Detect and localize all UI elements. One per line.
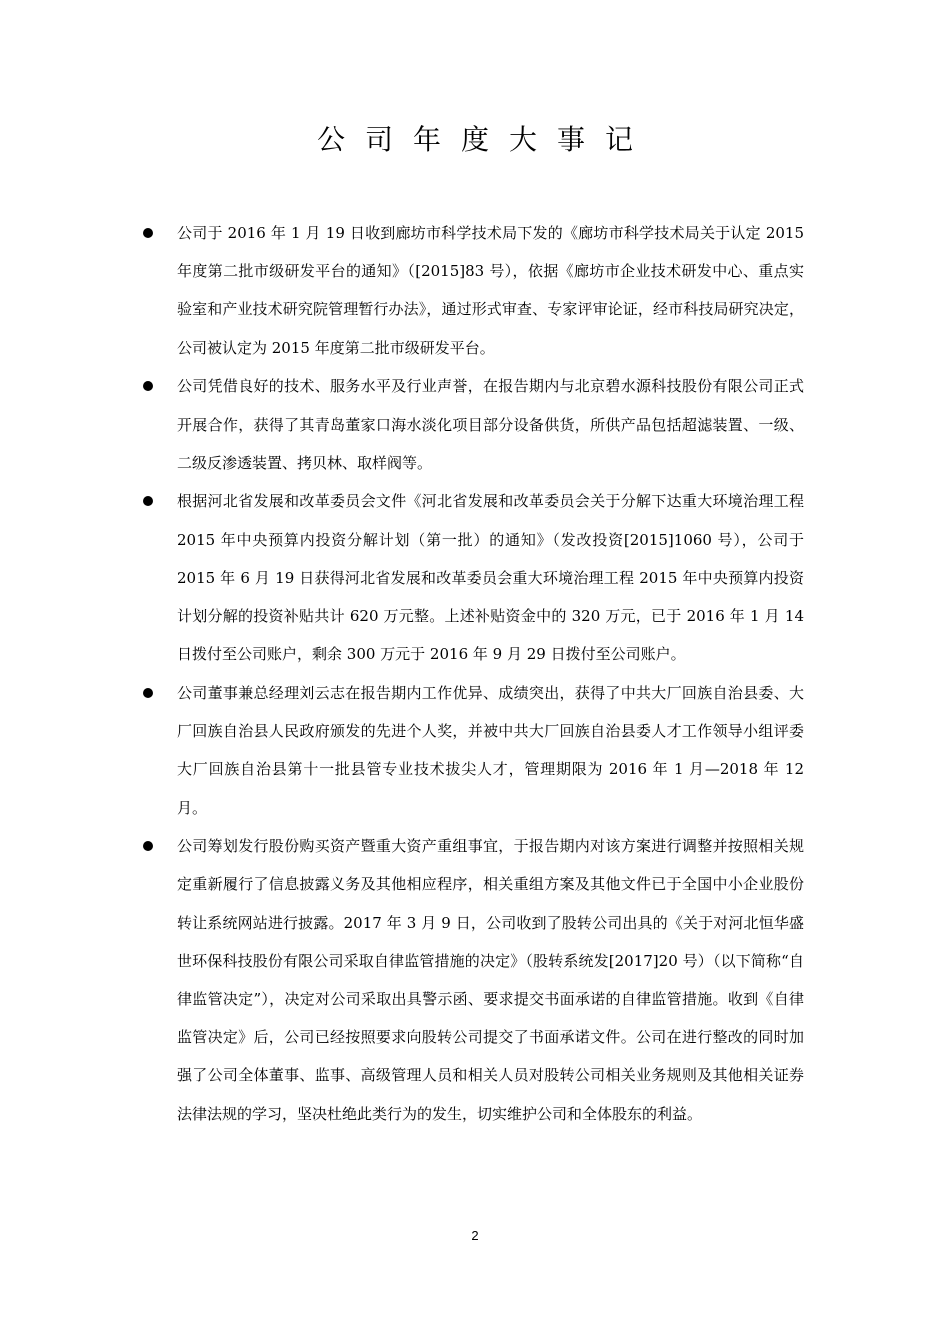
page-title: 公司年度大事记 xyxy=(316,123,653,156)
bullet-icon xyxy=(143,228,153,238)
event-text: 公司董事兼总经理刘云志在报告期内工作优异、成绩突出，获得了中共大厂回族自治县委、大厂回族自治县人民政府颁发的先进个人奖，并被中共大厂回族自治县委人才工作领导小组评委大厂回族自治县第十一批县管专业技术拔尖人才，管理期限为 2016 年 1 月—2018 年 12 月。 xyxy=(177,683,804,817)
bullet-icon xyxy=(143,381,153,391)
event-list xyxy=(140,214,804,1133)
event-item xyxy=(140,674,804,827)
event-text: 公司凭借良好的技术、服务水平及行业声誉，在报告期内与北京碧水源科技股份有限公司正式开展合作，获得了其青岛董家口海水淡化项目部分设备供货，所供产品包括超滤装置、一级、二级反渗透装置、拷贝林、取样阀等。 xyxy=(177,377,804,472)
bullet-icon xyxy=(143,841,153,851)
event-item xyxy=(140,367,804,482)
event-item xyxy=(140,214,804,367)
event-text: 根据河北省发展和改革委员会文件《河北省发展和改革委员会关于分解下达重大环境治理工程 2015 年中央预算内投资分解计划（第一批）的通知》（发改投资[2015]1060 号），公司于 2015 年 6 月 19 日获得河北省发展和改革委员会重大环境治理工程 2015 年中央预算内投资计划分解的投资补贴共计 620 万元整。上述补贴资金中的 320 万元，已于 2016 年 1 月 14 日拨付至公司账户，剩余 300 万元于 2016 年 9 月 29 日拨付至公司账户。 xyxy=(177,492,804,664)
bullet-icon xyxy=(143,496,153,506)
bullet-icon xyxy=(143,688,153,698)
event-text: 公司于 2016 年 1 月 19 日收到廊坊市科学技术局下发的《廊坊市科学技术局关于认定 2015 年度第二批市级研发平台的通知》（[2015]83 号），依据《廊坊市企业技术研发中心、重点实验室和产业技术研究院管理暂行办法》，通过形式审查、专家评审论证，经市科技局研究决定，公司被认定为 2015 年度第二批市级研发平台。 xyxy=(177,224,804,357)
page-number: 2 xyxy=(471,1228,479,1243)
event-item xyxy=(140,482,804,673)
event-item xyxy=(140,827,804,1133)
event-text: 公司筹划发行股份购买资产暨重大资产重组事宜，于报告期内对该方案进行调整并按照相关规定重新履行了信息披露义务及其他相应程序，相关重组方案及其他文件已于全国中小企业股份转让系统网站进行披露。2017 年 3 月 9 日，公司收到了股转公司出具的《关于对河北恒华盛世环保科技股份有限公司采取自律监管措施的决定》（股转系统发[2017]20 号）（以下简称“自律监管决定”），决定对公司采取出具警示函、要求提交书面承诺的自律监管措施。收到《自律监管决定》后，公司已经按照要求向股转公司提交了书面承诺文件。公司在进行整改的同时加强了公司全体董事、监事、高级管理人员和相关人员对股转公司相关业务规则及其他相关证券法律法规的学习，坚决杜绝此类行为的发生，切实维护公司和全体股东的利益。 xyxy=(177,837,804,1123)
